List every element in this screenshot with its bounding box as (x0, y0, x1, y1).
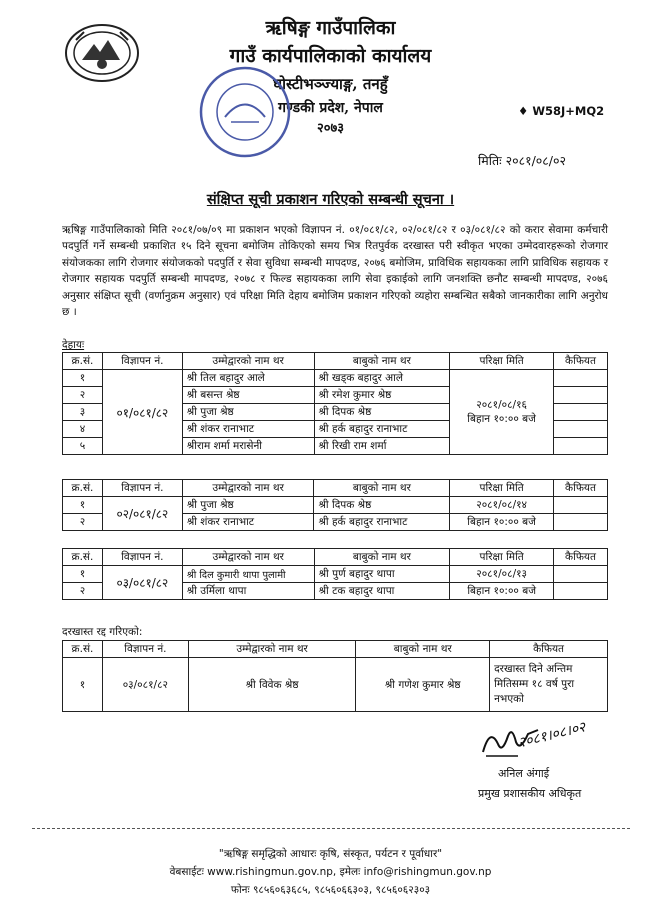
candidate-cell: श्री शंकर रानाभाट (182, 514, 314, 531)
shortlist-table-1 (62, 352, 608, 455)
sn-cell: ५ (63, 438, 103, 455)
table-row (63, 658, 608, 712)
table-row (63, 370, 608, 387)
remarks-cell (554, 497, 608, 514)
col-adv: विज्ञापन नं. (102, 641, 188, 658)
signatory-role: प्रमुख प्रशासकीय अधिकृत (478, 787, 582, 800)
col-candidate: उम्मेद्वारको नाम थर (188, 641, 356, 658)
father-cell: श्री हर्क बहादुर रानाभाट (314, 514, 450, 531)
shortlist-table-2 (62, 479, 608, 531)
father-cell: श्री दिपक श्रेष्ठ (314, 497, 450, 514)
candidate-cell: श्री दिल कुमारी थापा पुलामी (182, 566, 314, 583)
col-sn: क्र.सं. (63, 549, 103, 566)
remark-line: मितिसम्म १८ वर्ष पुरा (494, 678, 575, 690)
col-father: बाबुको नाम थर (314, 549, 450, 566)
footer-web: वेबसाईटः www.rishingmun.gov.np, इमेलः info@rishingmun.gov.np (169, 866, 492, 878)
rejected-heading: दरखास्त रद्द गरिएको: (62, 626, 143, 638)
exam-cell (450, 370, 554, 455)
candidate-cell: श्री बसन्त श्रेष्ठ (182, 387, 314, 404)
remarks-cell (554, 583, 608, 600)
shortlist-table-3 (62, 548, 608, 600)
col-candidate: उम्मेद्वारको नाम थर (182, 549, 314, 566)
father-cell: श्री रिखी राम शर्मा (314, 438, 450, 455)
remarks-cell (554, 421, 608, 438)
col-candidate: उम्मेद्वारको नाम थर (182, 480, 314, 497)
table-row (63, 566, 608, 583)
notice-title: संक्षिप्त सूची प्रकाशन गरिएको सम्बन्धी सूचना । (206, 191, 455, 208)
sn-cell: २ (63, 387, 103, 404)
remarks-cell (554, 404, 608, 421)
footer-slogan: "ऋषिङ्ग समृद्धिको आधारः कृषि, संस्कृत, पर्यटन र पूर्वाधार" (218, 848, 443, 860)
father-cell: श्री रमेश कुमार श्रेष्ठ (314, 387, 450, 404)
office-stamp (195, 62, 295, 162)
father-cell: श्री पुर्ण बहादुर थापा (314, 566, 450, 583)
sn-cell: १ (63, 370, 103, 387)
remarks-cell (490, 658, 608, 712)
col-sn: क्र.सं. (63, 480, 103, 497)
remarks-cell (554, 566, 608, 583)
col-adv: विज्ञापन नं. (102, 353, 182, 370)
remarks-cell (554, 387, 608, 404)
signature-date: २०८१।०८।०२ (516, 719, 588, 752)
col-exam: परिक्षा मिति (450, 353, 554, 370)
exam-date: २०८१/०८/१६ (476, 399, 528, 411)
remark-line: नभएको (494, 693, 524, 705)
father-cell: श्री दिपक श्रेष्ठ (314, 404, 450, 421)
father-cell: श्री खड्क बहादुर आले (314, 370, 450, 387)
candidate-cell: श्री उर्मिला थापा (182, 583, 314, 600)
father-cell: श्री हर्क बहादुर रानाभाट (314, 421, 450, 438)
father-cell: श्री गणेश कुमार श्रेष्ठ (356, 658, 490, 712)
candidate-cell: श्री तिल बहादुर आले (182, 370, 314, 387)
remarks-cell (554, 514, 608, 531)
exam-time: बिहान १०:०० बजे (467, 413, 536, 425)
dehay-label: देहायः (62, 339, 85, 351)
col-exam: परिक्षा मिति (450, 480, 554, 497)
table-header (63, 353, 608, 370)
table-header (63, 549, 608, 566)
exam-date: २०८१/०८/१३ (450, 566, 554, 583)
office-province: गण्डकी प्रदेश, नेपाल (278, 100, 383, 116)
col-remarks: कैफियत (554, 353, 608, 370)
exam-time: बिहान १०:०० बजे (450, 514, 554, 531)
sn-cell: १ (63, 497, 103, 514)
adv-cell: ०३/०८१/८२ (102, 658, 188, 712)
table-header (63, 641, 608, 658)
notice-date: मितिः २०८१/०८/०२ (478, 153, 566, 168)
adv-cell: ०३/०८१/८२ (102, 566, 182, 600)
sn-cell: १ (63, 658, 103, 712)
sn-cell: ३ (63, 404, 103, 421)
candidate-cell: श्रीराम शर्मा मरासेनी (182, 438, 314, 455)
col-adv: विज्ञापन नं. (102, 480, 182, 497)
father-cell: श्री टक बहादुर थापा (314, 583, 450, 600)
plus-code: ♦ W58J+MQ2 (518, 104, 605, 118)
col-remarks: कैफियत (490, 641, 608, 658)
col-candidate: उम्मेद्वारको नाम थर (182, 353, 314, 370)
col-father: बाबुको नाम थर (356, 641, 490, 658)
footer-phone: फोनः ९८५६०६३६८५, ९८५६०६६३०३, ९८५६०६२३०३ (230, 884, 431, 896)
office-subtitle: गाउँ कार्यपालिकाको कार्यालय (229, 45, 432, 67)
notice-body: ऋषिङ्ग गाउँपालिकाको मिति २०८१/०७/०९ मा प्रकाशन भएको विज्ञापन नं. ०१/०८१/८२, ०२/०८१/८२ र ०३/०८१/८२ को करार सेवामा कर्मचारी पदपुर्ति गर्ने सम्बन्धी प्रकाशित १५ दिने सूचना बमोजिम तोकिएको समय भित्र रितपुर्वक दरखास्त परी स्वीकृत भएका उम्मेदवारहरूको रोजगार संयोजकका लागि रोजगार संयोजकको पदपुर्ति र सेवा सुविधा सम्बन्धी मापदण्ड, २०७६ बमोजिम, प्राविधिक सहायकका लागि प्राविधिक सहायक र रोजगार सहायक पदपुर्ति सम्बन्धी मापदण्ड, २०७८ र फिल्ड सहायकका लागि सेवा इकाईको लागि जनशक्ति छनौट सम्बन्धी मापदण्ड, २०७६ अनुसार संक्षिप्त सूची (वर्णानुक्रम अनुसार) एवं परिक्षा मिति देहाय बमोजिम प्रकाशन गरिएको व्यहोरा सम्बन्धित सबैको जानकारीका लागि अनुरोध छ । (62, 224, 608, 319)
exam-time: बिहान १०:०० बजे (450, 583, 554, 600)
table-header (63, 480, 608, 497)
col-adv: विज्ञापन नं. (102, 549, 182, 566)
candidate-cell: श्री पुजा श्रेष्ठ (182, 497, 314, 514)
sn-cell: १ (63, 566, 103, 583)
signatory-name: अनिल अंगाई (498, 767, 550, 780)
candidate-cell: श्री शंकर रानाभाट (182, 421, 314, 438)
office-name: ऋषिङ्ग गाउँपालिका (265, 17, 396, 39)
rejected-table (62, 640, 608, 712)
remark-line: दरखास्त दिने अन्तिम (494, 663, 573, 675)
candidate-cell: श्री पुजा श्रेष्ठ (182, 404, 314, 421)
established-year: २०७३ (316, 121, 345, 136)
col-sn: क्र.सं. (63, 641, 103, 658)
office-location: घोस्टीभञ्ज्याङ्ग, तनहुँ (273, 75, 388, 93)
sn-cell: ४ (63, 421, 103, 438)
table-row (63, 497, 608, 514)
col-remarks: कैफियत (554, 549, 608, 566)
col-exam: परिक्षा मिति (450, 549, 554, 566)
col-sn: क्र.सं. (63, 353, 103, 370)
exam-date: २०८१/०८/१४ (450, 497, 554, 514)
adv-cell: ०२/०८१/८२ (102, 497, 182, 531)
candidate-cell: श्री विवेक श्रेष्ठ (188, 658, 356, 712)
col-remarks: कैफियत (554, 480, 608, 497)
sn-cell: २ (63, 583, 103, 600)
adv-cell: ०१/०८१/८२ (102, 370, 182, 455)
remarks-cell (554, 370, 608, 387)
col-father: बाबुको नाम थर (314, 480, 450, 497)
sn-cell: २ (63, 514, 103, 531)
footer-divider (32, 828, 630, 829)
col-father: बाबुको नाम थर (314, 353, 450, 370)
remarks-cell (554, 438, 608, 455)
